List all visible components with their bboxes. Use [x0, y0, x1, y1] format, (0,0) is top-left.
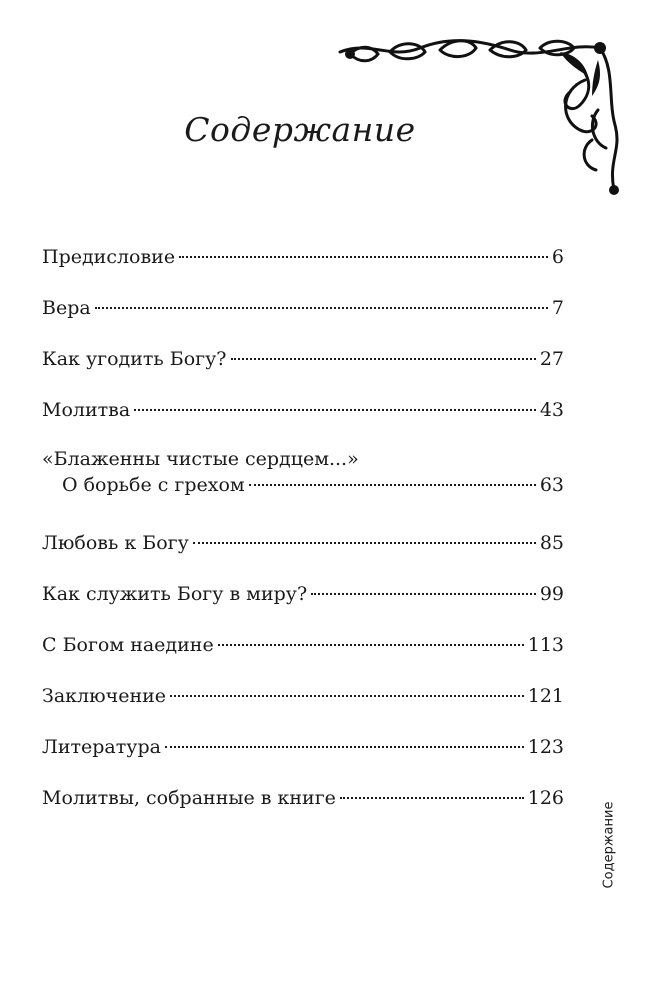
- toc-entry-title: «Блаженны чистые сердцем...»: [42, 448, 359, 470]
- toc-entry-page: 63: [539, 474, 564, 496]
- dot-leader: [95, 307, 548, 309]
- dot-leader: [165, 746, 524, 748]
- running-side-label: [598, 790, 620, 900]
- toc-entry-page: 99: [539, 583, 564, 605]
- dot-leader: [179, 256, 548, 258]
- toc-entry-page: 43: [539, 399, 564, 421]
- toc-entry-page: 27: [539, 348, 564, 370]
- side-label-text: Содержание: [601, 801, 617, 889]
- toc-entry[interactable]: [42, 671, 564, 722]
- toc-entry-title: Вера: [42, 297, 91, 319]
- toc-entry-page: 113: [527, 634, 564, 656]
- dot-leader: [340, 797, 524, 799]
- toc-entry[interactable]: [42, 283, 564, 334]
- dot-leader: [249, 484, 536, 486]
- toc-entry-title: Как угодить Богу?: [42, 348, 227, 370]
- page-title: Содержание: [184, 110, 416, 149]
- toc-entry[interactable]: [42, 569, 564, 620]
- dot-leader: [311, 593, 536, 595]
- toc-entry-title: Литература: [42, 736, 161, 758]
- toc-entry[interactable]: [42, 518, 564, 569]
- toc-entry[interactable]: [42, 773, 564, 824]
- toc-entry-page: 85: [539, 532, 564, 554]
- toc-entry-title: Предисловие: [42, 246, 176, 268]
- table-of-contents: [42, 232, 564, 824]
- dot-leader: [193, 542, 536, 544]
- dot-leader: [218, 644, 524, 646]
- toc-entry-title: Молитва: [42, 399, 131, 421]
- toc-entry-page: 121: [527, 685, 564, 707]
- toc-entry[interactable]: [42, 620, 564, 671]
- toc-entry-title: С Богом наедине: [42, 634, 214, 656]
- toc-entry[interactable]: [42, 232, 564, 283]
- toc-entry-title: Как служить Богу в миру?: [42, 583, 308, 605]
- dot-leader: [170, 695, 524, 697]
- toc-entry-title: Заключение: [42, 685, 167, 707]
- toc-entry-page: 126: [527, 787, 564, 809]
- toc-entry[interactable]: [42, 334, 564, 385]
- toc-entry[interactable]: [42, 385, 564, 436]
- toc-entry-page: 7: [551, 297, 564, 319]
- dot-leader: [231, 358, 536, 360]
- dot-leader: [134, 409, 536, 411]
- toc-entry-title: Любовь к Богу: [42, 532, 189, 554]
- toc-entry-page: 6: [551, 246, 564, 268]
- toc-entry[interactable]: [42, 436, 564, 518]
- toc-entry-title: Молитвы, собранные в книге: [42, 787, 336, 809]
- toc-entry-subtitle: О борьбе с грехом: [62, 474, 245, 496]
- toc-entry[interactable]: [42, 722, 564, 773]
- toc-entry-page: 123: [527, 736, 564, 758]
